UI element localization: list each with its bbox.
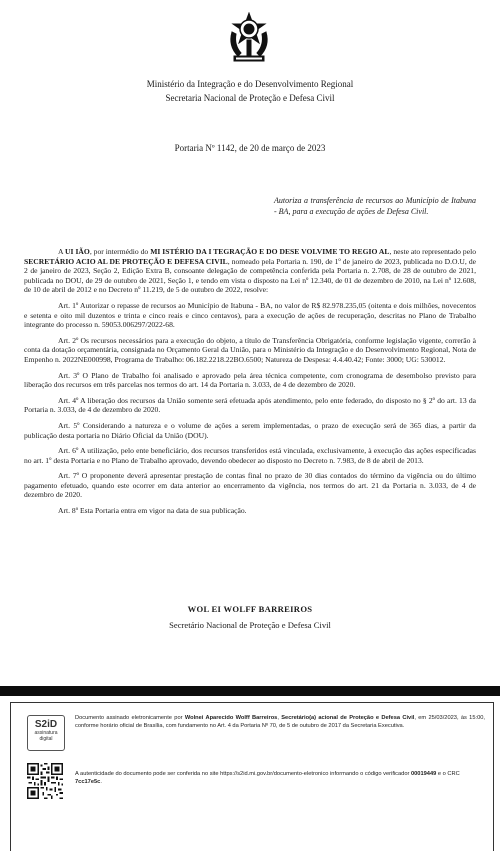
qr-code-icon[interactable] — [27, 763, 63, 799]
document-header — [0, 77, 500, 105]
article-8: Art. 8º Esta Portaria entra em vigor na data de sua publicação. — [58, 506, 247, 516]
article-6: Art. 6º A utilização, pelo ente beneficiário, dos recursos transferidos está vinculada, exclusivamente, à execução das ações especificadas no art. 1º desta Portaria e no Plano de Trabalho aprovado, devendo obedecer ao disposto no Decreto n. 7.983, de 8 de abril de 2013. — [24, 446, 476, 465]
electronic-signature-note: Documento assinado eletronicamente por Wolnei Aparecido Wolff Barreiros, Secretário(a) acional de Proteção e Defesa Civil, em 25/03/2023, às 15:00, conforme horário oficial de Brasília, com fundamento no Art. 4 da Portaria Nº 70, de 5 de outubro de 2017 da Secretaria Executiva. — [75, 715, 485, 729]
ementa: Autoriza a transferência de recursos ao Município de Itabuna - BA, para a execução de ações de Defesa Civil. — [274, 196, 476, 216]
article-5: Art. 5º Considerando a natureza e o volume de ações a serem implementadas, o prazo de execução será de 365 dias, a partir da publicação desta portaria no Diário Oficial da União (DOU). — [24, 420, 476, 440]
signature-footer — [10, 702, 494, 851]
crc-code: 7cc17e5c — [75, 778, 101, 785]
authenticity-note: A autenticidade do documento pode ser conferida no site https://s2id.mi.gov.br/documento-eletronico informando o código verificador 00019449 e o CRC 7cc17e5c. — [75, 771, 460, 785]
article-7: Art. 7º O proponente deverá apresentar prestação de contas final no prazo de 30 dias contados do término da vigência ou do último pagamento efetuado, quando este ocorrer em data anterior ao encerramento da vigência, nos termos do art. 21 da Portaria n. 3.033, de 4 de dezembro de 2020. — [24, 471, 476, 500]
verification-code: 00019449 — [410, 771, 437, 777]
s2id-badge-icon: S2iD assinatura digital — [27, 715, 65, 751]
article-2: Art. 2º Os recursos necessários para a execução do objeto, a título de Transferência Obrigatória, conforme legislação vigente, correrão à conta da dotação orçamentária, consignada no Orçamento Geral da União, para o Ministério da Integração e do Desenvolvimento Regional, Nota de Empenho n. 2022NE000998, Programa de Trabalho: 06.182.2218.22BO.6500; Natureza de Despesa: 4.4.40.42; Fonte: 3000; UG: 530012. — [24, 335, 476, 364]
preamble: A UI IÃO, por intermédio do MI ISTÉRIO DA I TEGRAÇÃO E DO DESE VOLVIME TO REGIO AL, neste ato representado pelo SECRETÁRIO ACIO AL DE PROTEÇÃO E DEFESA CIVIL, nomeado pela Portaria n. 190, de 1º de janeiro de 2023, publicada no D.O.U, de 2 de janeiro de 2023, Seção 2, Edição Extra B, consoante delegação de competência conferida pela Portaria n. 2.708, de 28 de outubro de 2021, publicada no DOU, de 29 de outubro de 2021, Seção 1, e tendo em vista o disposto na Lei nº 12.340, de 01 de dezembro de 2010, na Lei nº 12.608, de 10 de abril de 2012 e no Decreto nº 11.219, de 5 de outubro de 2022, resolve: — [24, 247, 477, 295]
page-divider — [0, 686, 500, 696]
portaria-title: Portaria Nº 1142, de 20 de março de 2023 — [174, 143, 326, 153]
signer-name: WOL EI WOLFF BARREIROS — [187, 604, 313, 614]
secretariat-name: Secretaria Nacional de Proteção e Defesa Civil — [165, 93, 335, 103]
brazil-coat-of-arms-icon — [226, 12, 272, 64]
article-1: Art. 1º Autorizar o repasse de recursos ao Município de Itabuna - BA, no valor de R$ 82.978.235,05 (oitenta e dois milhões, novecentos e setenta e oito mil duzentos e trinta e cinco reais e cinco centavos), para a execução de ações de recuperação, descritas no Plano de Trabalho integrante do processo n. 59053.006297/2022-68. — [24, 300, 476, 330]
article-3: Art. 3º O Plano de Trabalho foi analisado e aprovado pela área técnica competente, com cronograma de desembolso previsto para liberação dos recursos em três parcelas nos termos do art. 14 da Portaria n. 3.033, de 4 de dezembro de 2020. — [24, 370, 476, 390]
ministry-name: Ministério da Integração e do Desenvolvimento Regional — [146, 79, 354, 89]
signature-block — [0, 601, 500, 633]
signer-role: Secretário Nacional de Proteção e Defesa Civil — [169, 620, 331, 630]
article-4: Art. 4º A liberação dos recursos da União somente será efetuada após atendimento, pelo ente federado, do disposto no § 2º do art. 13 da Portaria n. 3.033, de 4 de dezembro de 2020. — [24, 395, 476, 415]
document-body — [24, 247, 476, 522]
